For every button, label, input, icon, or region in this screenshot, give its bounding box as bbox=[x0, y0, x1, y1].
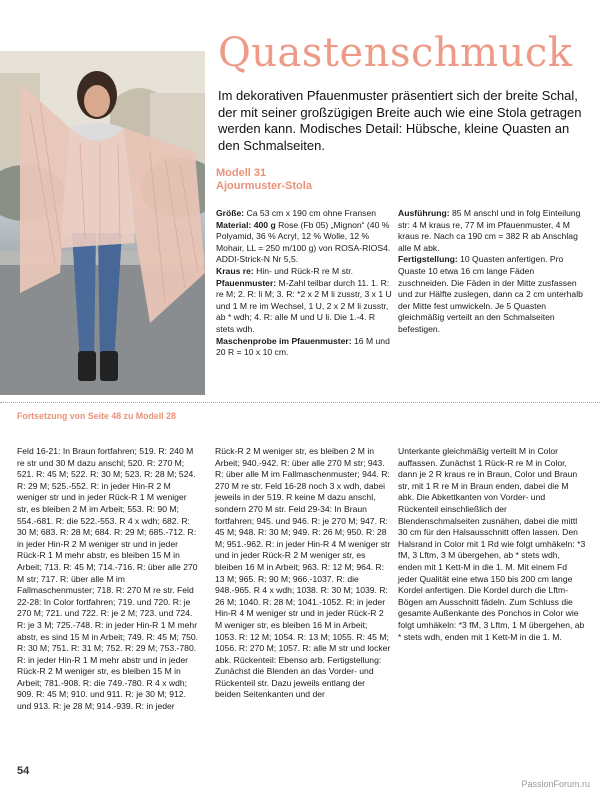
garter-paragraph: Kraus re: Hin- und Rück-R re M str. bbox=[216, 265, 354, 276]
model-heading bbox=[216, 167, 312, 193]
page-number: 54 bbox=[17, 765, 30, 777]
continuation-heading: Fortsetzung von Seite 48 zu Modell 28 bbox=[17, 411, 176, 421]
gauge-paragraph: Maschenprobe im Pfauenmuster: 16 M und 20 R = 10 x 10 cm. bbox=[216, 335, 390, 358]
section-divider bbox=[0, 402, 600, 403]
continuation-column-1: Feld 16-21: In Braun fortfahren; 519. R: 240 M re str und 30 M dazu anschl; 520. R: 270 M; 521. R: 45 M; 522. R: 30 M; 523. R: 28 M; 524. R: 29 M; 525.-552. R: in jeder Hin-R 2 M weniger str und in jeder Rück-R 1 M weniger str, es bleiben 2 M im Arbeit; 553. R: 90 M; 554.-681. R: die 522.-553. R 4 x wdh; 682. R: 30 M; 683. R: 28 M; 684. R: 29 M; 685.-712. R: in jeder Hin-R 2 M weniger str und in jeder Rück-R 1 M mehr abstr, es bleiben 15 M in Arbeit; 713. R: 45 M; 714.-716. R: über alle 270 M str; 717. R: über alle M im Fallmaschenmuster; 718. R: 270 M re str. Feld 22-28: In Color fortfahren; 719. und 720. R: je 270 M; 721. und 722. R: je 2 M; 723. und 724. R: je 3 M; 725.-748. R: in jeder Hin-R 1 M mehr abstr, es sind 15 M in Arbeit; 749. R: 45 M; 750. R: 30 M; 751. R: 31 M; 752. R: 29 M; 753.-780. R: in jeder Hin-R 1 M mehr abstr und in jeder Rück-R 2 M weniger str, es bleiben 15 M in Arbeit; 781.-908. R: die 749.-780. R 4 x wdh; 909. R: 45 M; 910. und 911. R: je 30 M; 912. und 913. R: je 28 M; 914.-939. R: in jeder bbox=[17, 446, 199, 712]
material-paragraph: Material: 400 g Rose (Fb 05) „Mignon“ (40 % Polyamid, 36 % Acryl, 12 % Wolle, 12 % Mohair, LL = 250 m/100 g) von ROSA-RIOS4. ADDI-Strick-N Nr 5,5. bbox=[216, 219, 391, 265]
model-name: Ajourmuster-Stola bbox=[216, 180, 312, 192]
instructions-left-column bbox=[216, 208, 392, 359]
watermark: PassionForum.ru bbox=[521, 779, 590, 789]
page-title: Quastenschmuck bbox=[218, 30, 573, 76]
execution-paragraph: Ausführung: 85 M anschl und in folg Einteilung str: 4 M kraus re, 77 M im Pfauenmuster, 4 M kraus re. Nach ca 190 cm = 382 R ab Anschlag alle M abk. bbox=[398, 208, 581, 253]
continuation-column-2: Rück-R 2 M weniger str, es bleiben 2 M in Arbeit; 940.-942. R: über alle 270 M str; 943. R: über alle M im Fallmaschenmuster; 944. R: 270 M re str. Feld 16-28 noch 3 x wdh, dabei jeweils in der 519. R keine M dazu anschl, sondern 270 M str. Feld 29-34: In Braun fortfahren; 945. und 946. R: je 270 M; 947. R: 45 M; 948. R: 30 M; 949. R: 26 M; 950. R: 28 M; 951.-962. R: in jeder Hin-R 4 M weniger str und in jeder Rück-R 2 M weniger str, es bleiben 16 M in Arbeit; 963. R: 12 M; 964. R: 13 M; 965. R: 90 M; 966.-1037. R: die 948.-965. R 4 x wdh; 1038. R: 30 M; 1039. R: 26 M; 1040. R: 28 M; 1041.-1052. R: in jeder Hin-R 4 M weniger str und in jeder Rück-R 2 M weniger str, es bleiben 16 M in Arbeit; 1053. R: 12 M; 1054. R: 13 M; 1055. R: 45 M; 1056. R: 270 M; 1057. R: alle M str und locker abk. Rückenteil: Ebenso arb. Fertigstellung: Zunächst die Blenden an das Vorder- und Rückenteil str. Dazu jeweils entlang der beiden Seitenkanten und der bbox=[215, 446, 391, 700]
finishing-paragraph: Fertigstellung: 10 Quasten anfertigen. Pro Quaste 10 etwa 16 cm lange Fäden zuschneiden. Die Fäden in der Mitte zusfassen und zur Hälfte zuslegen, dann ca 2 cm unterhalb der Mitte fest umwickeln. Je 5 Quasten gleichmäßig verteilt an den Schmalseiten befestigen. bbox=[398, 254, 583, 334]
model-number: Modell 31 bbox=[216, 167, 267, 179]
size-paragraph: Größe: Ca 53 cm x 190 cm ohne Fransen bbox=[216, 208, 377, 218]
instructions-right-column bbox=[398, 208, 586, 336]
pattern-paragraph: Pfauenmuster: M-Zahl teilbar durch 11. 1. R: re M; 2. R: li M; 3. R: *2 x 2 M li zusstr, 3 x 1 U und 1 M re im Wechsel, 1 U, 2 x 2 M li zusstr, ab * wdh; 4. R: alle M und U li. Die 1.-4. R stets wdh. bbox=[216, 277, 392, 334]
continuation-column-3: Unterkante gleichmäßig verteilt M in Color auffassen. Zunächst 1 Rück-R re M in Color, dann je 2 R kraus re in Braun, Color und Braun str, mit 1 R re M in Braun enden, dabei die M abk. Die Abkettkanten von Vorder- und Rückenteil einschließlich der Blendenschmalseiten zusnähen, dabei die mittl 30 cm für den Halsausschnitt offen lassen. Den Halsrand in Color mit 1 Rd wie folgt umhäkeln: *3 fM, 3 Lftm, 3 M übergehen, ab * stets wdh, enden mit 1 Kett-M in die 1. M. Mit einem Fd jeder Qualität eine etwa 150 bis 200 cm lange Kordel anfertigen. Die Kordel durch die Lftm-Bögen am Ausschnitt fädeln. Zum Schluss die gesamte Außenkante des Ponchos in Color wie folgt umhäkeln: *3 fM, 3 Lftm, 1 M übergehen, ab * stets wdh, enden mit 1 Kett-M in die 1. M. bbox=[398, 446, 586, 642]
model-photo bbox=[0, 33, 205, 395]
intro-paragraph: Im dekorativen Pfauenmuster präsentiert sich der breite Schal, der mit seiner großzügigen Breite auch wie eine Stola getragen werden kann. Modisches Detail: Hübsche, kleine Quasten an den Schmalseiten. bbox=[218, 88, 582, 153]
